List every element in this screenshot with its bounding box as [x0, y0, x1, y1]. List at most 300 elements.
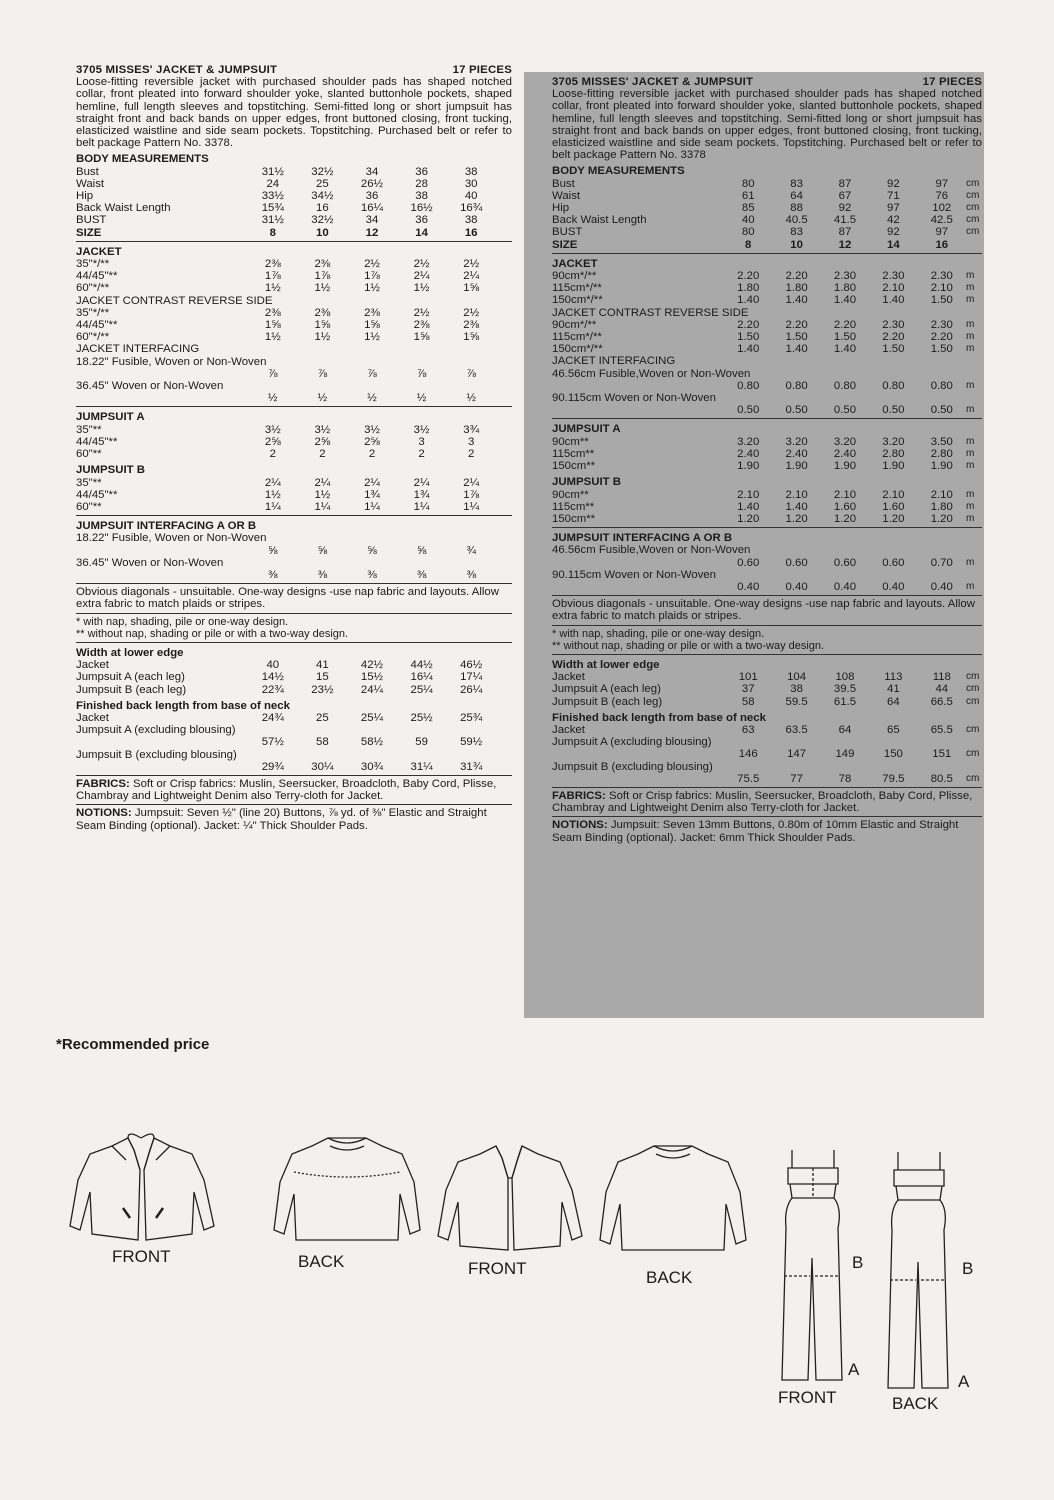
table-size: [552, 239, 982, 251]
cell-value: ⅝: [268, 544, 278, 557]
cell-value: ⅜: [466, 568, 476, 581]
unit: m: [966, 343, 975, 355]
cell-value: 101: [738, 671, 758, 684]
cell-value: 25¼: [410, 683, 433, 696]
unit: m: [966, 404, 975, 416]
row-label: BUST: [76, 214, 107, 227]
table-width: [76, 659, 512, 696]
table-jumpsuit-b: [76, 477, 512, 514]
cell-value: 1.80: [930, 500, 953, 513]
table-row: [552, 736, 982, 748]
view-b-label-back: B: [962, 1259, 974, 1278]
cell-value: ⅜: [268, 568, 278, 581]
divider: [76, 241, 512, 242]
row-label: 36.45" Woven or Non-Woven: [76, 556, 224, 569]
table-row: [552, 294, 982, 306]
measure-table: [76, 356, 512, 405]
cell-value: 1.60: [882, 500, 905, 513]
cell-value: 2.80: [930, 447, 953, 460]
cell-value: 2.10: [882, 488, 905, 501]
cell-value: 0.60: [737, 556, 760, 569]
row-label: BUST: [552, 226, 583, 239]
cell-value: 14: [415, 226, 428, 239]
cell-value: 58: [316, 736, 329, 749]
table-row: [552, 460, 982, 472]
metric-inner: [552, 76, 982, 844]
cell-value: 2½: [413, 258, 430, 271]
jumpsuit-front-sketch: [778, 1148, 848, 1388]
unit: m: [966, 488, 975, 500]
table-row: [76, 436, 512, 448]
cell-value: 1.50: [882, 343, 905, 356]
measure-table: [76, 712, 512, 773]
table-row: [76, 684, 512, 696]
cell-value: 58½: [360, 736, 384, 749]
cell-value: 2.20: [785, 270, 808, 283]
cell-value: ½: [466, 392, 476, 405]
table-row: [76, 736, 512, 748]
table-interfacing: [76, 356, 512, 405]
cell-value: 2.10: [785, 488, 808, 501]
cell-value: 1¼: [413, 500, 430, 513]
table-row: [552, 436, 982, 448]
cell-value: ⅝: [416, 544, 427, 557]
cell-value: 57½: [261, 736, 284, 749]
table-contrast: [552, 319, 982, 356]
cell-value: 17¼: [460, 671, 483, 684]
cell-value: 38: [464, 165, 478, 178]
finished-title: Finished back length from base of neck: [76, 699, 290, 712]
cell-value: 1.90: [882, 460, 905, 473]
cell-value: 0.80: [833, 379, 857, 392]
notions-label: NOTIONS:: [552, 819, 608, 832]
cell-value: 1⅞: [463, 488, 480, 501]
table-row: [76, 448, 512, 460]
cell-value: 1⅝: [463, 331, 480, 344]
unit: m: [966, 447, 975, 459]
row-label: Jacket: [76, 659, 109, 672]
jacket1-back-label: BACK: [298, 1252, 345, 1271]
jumpsuit-front-label: FRONT: [778, 1388, 837, 1407]
cell-value: 34½: [311, 190, 334, 203]
cell-value: 2¼: [364, 476, 380, 489]
cell-value: 2½: [463, 306, 480, 319]
table-row: [76, 331, 512, 343]
row-label: Jumpsuit B (excluding blousing): [76, 748, 237, 761]
table-row: [76, 659, 512, 671]
cell-value: 2¼: [413, 270, 430, 283]
divider: [76, 583, 512, 584]
cell-value: 1½: [264, 282, 281, 295]
cell-value: 0.60: [833, 556, 857, 569]
cell-value: 1.40: [882, 294, 905, 307]
cell-value: 97: [935, 226, 949, 239]
imperial-header: [76, 64, 512, 76]
cell-value: 64: [790, 189, 803, 202]
cell-value: 36: [415, 214, 428, 227]
cell-value: 1.40: [737, 500, 760, 513]
unit: cm: [966, 177, 980, 189]
contrast-title: JACKET CONTRAST REVERSE SIDE: [76, 294, 273, 307]
cell-value: 1.40: [785, 343, 808, 356]
table-row: [552, 178, 982, 190]
cell-value: 1⅝: [314, 319, 331, 332]
cell-value: 41: [887, 683, 900, 696]
cell-value: 16¾: [460, 202, 483, 215]
cell-value: 34: [365, 214, 379, 227]
table-jacket: [76, 258, 512, 295]
cell-value: ½: [268, 392, 278, 405]
cell-value: 12: [838, 238, 852, 251]
interfacing-title: JACKET INTERFACING: [76, 343, 200, 356]
cell-value: 1.20: [785, 512, 808, 525]
cell-value: 28: [415, 177, 428, 190]
row-label: 115cm*/**: [552, 282, 602, 295]
nap-note-1: * with nap, shading, pile or one-way design.: [552, 627, 765, 640]
table-row: [552, 368, 982, 380]
cell-value: 2¼: [413, 476, 430, 489]
row-label: Jumpsuit A (excluding blousing): [552, 736, 712, 749]
cell-value: 1½: [264, 488, 281, 501]
diagonals-note: Obvious diagonals - unsuitable. One-way designs -use nap fabric and layouts. Allow extra fabric to match plaids or stripes.: [552, 598, 975, 623]
unit: m: [966, 580, 975, 592]
cell-value: 0.40: [882, 580, 905, 593]
unit: cm: [966, 189, 980, 201]
table-row: [76, 424, 512, 436]
cell-value: 32½: [311, 214, 334, 227]
table-row: [76, 307, 512, 319]
cell-value: 2.30: [882, 318, 905, 331]
row-label: 60"*/**: [76, 282, 110, 295]
cell-value: 0.80: [737, 379, 760, 392]
row-label: Back Waist Length: [76, 202, 171, 215]
jacket-front-sketch-1: [68, 1130, 218, 1245]
cell-value: 3¾: [463, 423, 480, 436]
cell-value: 2⅝: [264, 435, 281, 448]
cell-value: 25: [316, 711, 329, 724]
measure-table: [76, 227, 512, 239]
cell-value: 2: [468, 448, 475, 461]
cell-value: 2½: [463, 258, 480, 271]
table-row: [76, 166, 512, 178]
row-label: Jumpsuit B (each leg): [76, 683, 187, 696]
cell-value: ⅝: [317, 544, 328, 557]
divider: [552, 253, 982, 254]
table-row: [552, 226, 982, 238]
unit: m: [966, 512, 975, 524]
divider: [76, 775, 512, 776]
jumpsuit-a-title: JUMPSUIT A: [552, 423, 621, 436]
unit: m: [966, 435, 975, 447]
divider: [76, 515, 512, 516]
table-contrast: [76, 307, 512, 344]
cell-value: 92: [838, 202, 852, 215]
cell-value: 33½: [261, 190, 284, 203]
cell-value: 0.50: [737, 404, 760, 417]
cell-value: 118: [932, 671, 951, 684]
table-row: [552, 331, 982, 343]
view-a-label-back: A: [958, 1372, 970, 1391]
cell-value: ⅞: [317, 367, 328, 380]
cell-value: 1.40: [737, 294, 760, 307]
cell-value: 15¾: [261, 202, 284, 215]
cell-value: 41.5: [833, 214, 857, 227]
divider: [552, 595, 982, 596]
pattern-description: Loose-fitting reversible jacket with purchased shoulder pads has shaped notched collar, front pleated into forward shoulder yoke, slanted buttonhole pockets, shaped hemline, full length sleeves and topstitching. Semi-fitted long or short jumpsuit has straight front and back bands on upper edges, front buttoned closing, front tucking, elasticized waistline and side seam pockets. Topstitching. Purchased belt or refer to belt package Pattern No. 3378: [552, 88, 982, 162]
cell-value: 1.20: [930, 512, 953, 525]
cell-value: 1¼: [463, 500, 480, 513]
fabrics-body: Soft or Crisp fabrics: Muslin, Seersucker, Broadcloth, Baby Cord, Plisse, Chambray and Lightweight Denim also Terry-cloth for Jacket.: [552, 789, 973, 815]
cell-value: 0.50: [785, 404, 808, 417]
row-label: Jumpsuit B (excluding blousing): [552, 760, 713, 773]
cell-value: 38: [415, 190, 428, 203]
cell-value: 61.5: [833, 695, 857, 708]
fabrics-text: [76, 778, 512, 802]
jacket-title: JACKET: [552, 257, 598, 270]
cell-value: 40.5: [785, 214, 808, 227]
row-label: 18.22" Fusible, Woven or Non-Woven: [76, 532, 267, 545]
row-label: Bust: [552, 177, 575, 190]
cell-value: 30¾: [360, 760, 384, 773]
table-row: [552, 581, 982, 593]
cell-value: 2⅜: [264, 306, 281, 319]
cell-value: 113: [884, 671, 903, 684]
unit: cm: [966, 226, 980, 238]
cell-value: 1¼: [264, 500, 281, 513]
divider: [76, 613, 512, 614]
cell-value: 76: [935, 189, 949, 202]
row-label: 44/45"**: [76, 270, 118, 283]
cell-value: 1¾: [413, 488, 430, 501]
cell-value: 2: [418, 448, 425, 461]
cell-value: 2¼: [463, 476, 480, 489]
imperial-panel: [76, 64, 512, 832]
cell-value: 30¼: [311, 760, 334, 773]
diagonals-note: Obvious diagonals - unsuitable. One-way designs -use nap fabric and layouts. Allow extra fabric to match plaids or stripes.: [76, 586, 499, 611]
pattern-title: MISSES' JACKET & JUMPSUIT: [581, 76, 754, 88]
cell-value: 36: [415, 165, 428, 178]
cell-value: 2.10: [930, 282, 953, 295]
cell-value: 149: [835, 748, 855, 761]
cell-value: 31½: [261, 165, 284, 178]
cell-value: ⅞: [367, 367, 377, 380]
row-label: 150cm**: [552, 512, 596, 525]
cell-value: 1¾: [364, 488, 380, 501]
cell-value: 2¼: [264, 476, 281, 489]
pattern-number: 3705: [552, 76, 579, 88]
table-row: [76, 532, 512, 544]
cell-value: 16½: [410, 202, 433, 215]
cell-value: 1⅝: [413, 331, 430, 344]
cell-value: 87: [838, 226, 852, 239]
unit: cm: [966, 695, 980, 707]
cell-value: 2.40: [737, 447, 760, 460]
cell-value: 83: [790, 226, 803, 239]
cell-value: 88: [790, 202, 803, 215]
cell-value: 38: [464, 214, 478, 227]
row-label: Bust: [76, 165, 99, 178]
cell-value: 0.40: [930, 580, 953, 593]
cell-value: 1½: [314, 282, 331, 295]
cell-value: 83: [790, 177, 803, 190]
unit: m: [966, 318, 975, 330]
cell-value: 2.10: [833, 488, 857, 501]
cell-value: 2: [269, 448, 276, 461]
cell-value: 3½: [264, 423, 281, 436]
table-interfacing: [552, 368, 982, 417]
cell-value: 1⅞: [264, 270, 281, 283]
divider: [552, 816, 982, 817]
table-bust: [76, 214, 512, 226]
cell-value: 3.20: [882, 435, 905, 448]
cell-value: 1¼: [364, 500, 380, 513]
cell-value: 2¼: [314, 476, 331, 489]
table-row: [76, 227, 512, 239]
cell-value: 16: [935, 238, 949, 251]
cell-value: 75.5: [737, 772, 760, 785]
row-label: 35"*/**: [76, 258, 110, 271]
cell-value: 59.5: [785, 695, 808, 708]
cell-value: 1.80: [737, 282, 760, 295]
cell-value: 42½: [360, 659, 384, 672]
table-row: [552, 190, 982, 202]
cell-value: ½: [367, 392, 377, 405]
measure-table: [76, 424, 512, 461]
cell-value: 44: [935, 683, 949, 696]
row-label: 90.115cm Woven or Non-Woven: [552, 392, 716, 405]
measure-table: [552, 239, 982, 251]
row-label: Jacket: [552, 671, 585, 684]
cell-value: 1.20: [882, 512, 905, 525]
cell-value: 87: [838, 177, 852, 190]
cell-value: 80: [741, 226, 755, 239]
table-row: [552, 319, 982, 331]
divider: [552, 654, 982, 655]
table-row: [76, 214, 512, 226]
row-label: Jacket: [552, 723, 585, 736]
cell-value: 38: [790, 683, 803, 696]
unit: cm: [966, 214, 980, 226]
divider: [76, 406, 512, 407]
cell-value: 24¼: [360, 683, 384, 696]
cell-value: 0.50: [930, 404, 953, 417]
cell-value: 2.30: [930, 270, 953, 283]
row-label: 44/45"**: [76, 435, 118, 448]
cell-value: 1.60: [833, 500, 857, 513]
cell-value: 80.5: [930, 772, 953, 785]
cell-value: 77: [790, 772, 803, 785]
row-label: 90cm**: [552, 435, 589, 448]
measure-table: [552, 178, 982, 227]
table-jumpsuit-a: [552, 436, 982, 473]
row-label: 115cm**: [552, 500, 595, 513]
fabrics-label: FABRICS:: [552, 789, 606, 802]
row-label: 18.22" Fusible, Woven or Non-Woven: [76, 355, 267, 368]
row-label: 44/45"**: [76, 488, 118, 501]
measure-table: [552, 368, 982, 417]
cell-value: ¾: [466, 544, 476, 557]
cell-value: 1.40: [737, 343, 760, 356]
cell-value: 31½: [261, 214, 284, 227]
cell-value: 67: [838, 189, 852, 202]
measure-table: [76, 307, 512, 344]
cell-value: 85: [741, 202, 755, 215]
row-label: Back Waist Length: [552, 214, 647, 227]
table-row: [76, 749, 512, 761]
cell-value: 1.20: [737, 512, 760, 525]
cell-value: 1½: [264, 331, 281, 344]
jumpsuit-interfacing-title: JUMPSUIT INTERFACING A OR B: [552, 532, 733, 545]
nap-note-2: ** without nap, shading or pile or with a two-way design.: [76, 627, 349, 640]
fabrics-body: Soft or Crisp fabrics: Muslin, Seersucker, Broadcloth, Baby Cord, Plisse, Chambray and Lightweight Denim also Terry-cloth for Jacket.: [76, 777, 497, 803]
cell-value: 30: [464, 177, 478, 190]
cell-value: 3: [418, 435, 425, 448]
row-label: 90cm*/**: [552, 270, 597, 283]
cell-value: 46½: [460, 659, 483, 672]
cell-value: 1⅝: [463, 282, 480, 295]
cell-value: 146: [738, 748, 758, 761]
cell-value: 1⅞: [364, 270, 380, 283]
cell-value: 40: [741, 214, 755, 227]
cell-value: 147: [787, 748, 807, 761]
cell-value: 2.10: [930, 488, 953, 501]
cell-value: 16¼: [360, 202, 384, 215]
measure-table: [552, 436, 982, 473]
cell-value: 2.20: [882, 331, 905, 344]
cell-value: 32½: [311, 165, 334, 178]
cell-value: 3.20: [737, 435, 760, 448]
cell-value: 14: [887, 238, 900, 251]
cell-value: 80: [741, 177, 755, 190]
jacket-front-sketch-2: [436, 1138, 586, 1258]
body-measurements-title: BODY MEASUREMENTS: [552, 165, 685, 178]
table-row: [76, 202, 512, 214]
cell-value: ⅜: [367, 568, 377, 581]
row-label: SIZE: [76, 226, 102, 239]
table-row: [76, 392, 512, 404]
table-jumpsuit-a: [76, 424, 512, 461]
unit: m: [966, 379, 975, 391]
table-row: [76, 270, 512, 282]
cell-value: 3.20: [833, 435, 857, 448]
jacket-back-sketch-2: [598, 1140, 748, 1260]
cell-value: 1¼: [314, 500, 331, 513]
cell-value: 1⅝: [264, 319, 281, 332]
table-row: [552, 513, 982, 525]
cell-value: 66.5: [930, 695, 953, 708]
metric-panel: [524, 72, 984, 1018]
fabrics-label: FABRICS:: [76, 777, 130, 790]
jumpsuit-a-title: JUMPSUIT A: [76, 411, 145, 424]
cell-value: 2.40: [833, 447, 857, 460]
unit: cm: [966, 772, 980, 784]
table-row: [552, 404, 982, 416]
table-row: [76, 761, 512, 773]
row-label: 60"*/**: [76, 331, 110, 344]
cell-value: 0.50: [882, 404, 905, 417]
cell-value: 22¾: [261, 683, 284, 696]
table-bust: [552, 226, 982, 238]
cell-value: 63.5: [785, 723, 808, 736]
cell-value: 14½: [261, 671, 284, 684]
cell-value: 58: [741, 695, 755, 708]
cell-value: 1.50: [785, 331, 808, 344]
jumpsuit-back-label: BACK: [892, 1394, 939, 1413]
nap-note-1: * with nap, shading, pile or one-way design.: [76, 615, 289, 628]
cell-value: 97: [935, 177, 949, 190]
cell-value: 102: [932, 202, 952, 215]
table-row: [76, 489, 512, 501]
